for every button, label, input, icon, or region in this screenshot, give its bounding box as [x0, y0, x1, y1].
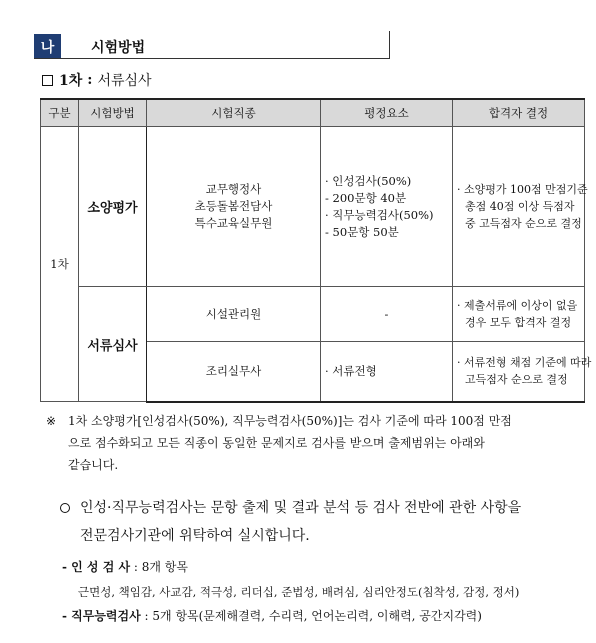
personality-count: : 8개 항목	[133, 560, 188, 574]
heading-right-rule	[389, 31, 390, 59]
outsourcing-paragraph	[60, 494, 585, 550]
elements-cell: -	[321, 287, 453, 342]
section-heading	[34, 31, 390, 59]
table-row	[41, 127, 585, 287]
decision-cell	[453, 287, 585, 342]
decision-line: · 서류전형 채점 기준에 따라	[457, 356, 592, 370]
ability-label: - 직무능력검사	[62, 609, 141, 623]
stage-cell: 1차	[41, 127, 79, 402]
jobs-cell: 시설관리원	[147, 287, 321, 342]
heading-underline	[34, 58, 390, 59]
job-name: 특수교육실무원	[194, 216, 273, 230]
decision-line: · 제출서류에 이상이 없을	[457, 299, 578, 312]
table-row	[41, 287, 585, 342]
header-cell-decision: 합격자 결정	[453, 99, 585, 127]
decision-cell	[453, 127, 588, 287]
section-title: 시험방법	[91, 40, 146, 56]
personality-test-row	[62, 558, 188, 576]
element-item: - 200문항 40분	[325, 190, 407, 205]
note-line: 으로 점수화되고 모든 직종이 동일한 문제지로 검사를 받으며 출제범위는 아래와	[68, 436, 485, 450]
paragraph-line: 인성·직무능력검사는 문항 출제 및 결과 분석 등 검사 전반에 관한 사항을	[80, 500, 522, 516]
decision-line: · 소양평가 100점 만점기준	[457, 183, 588, 196]
reference-mark: ※	[46, 414, 57, 428]
circle-bullet-icon	[60, 503, 70, 513]
step-title	[42, 70, 152, 90]
elements-cell	[321, 127, 453, 287]
element-item: · 인성검사(50%)	[325, 173, 412, 188]
decision-line: 중 고득점자 순으로 결정	[465, 217, 582, 230]
elements-cell: · 서류전형	[321, 342, 453, 402]
job-name: 교무행정사	[205, 182, 262, 196]
element-item: - 50문항 50분	[325, 224, 399, 239]
note-line: 1차 소양평가[인성검사(50%), 직무능력검사(50%)]는 검사 기준에 따라 100점 만점	[68, 414, 512, 428]
paragraph-line: 전문검사기관에 위탁하여 실시합니다.	[80, 528, 310, 544]
decision-cell	[453, 342, 592, 402]
ability-test-row	[62, 607, 482, 625]
jobs-cell	[147, 127, 321, 287]
header-cell-jobs: 시험직종	[147, 99, 321, 127]
method-cell: 서류심사	[79, 287, 147, 402]
job-name: 초등돌봄전담사	[194, 199, 273, 213]
exam-method-table	[40, 98, 592, 403]
decision-line: 고득점자 순으로 결정	[465, 373, 568, 387]
personality-label: - 인 성 검 사	[62, 560, 131, 574]
step-separator: :	[87, 72, 93, 88]
scoring-note	[46, 410, 586, 476]
personality-items: 근면성, 책임감, 사교감, 적극성, 리더십, 준법성, 배려심, 심리안정도(침착성, 감정, 정서)	[78, 585, 520, 599]
header-cell-method: 시험방법	[79, 99, 147, 127]
step-name: 서류심사	[97, 73, 152, 89]
element-item: · 직무능력검사(50%)	[325, 207, 434, 222]
step-label: 1차	[59, 73, 83, 89]
ability-items: : 5개 항목(문제해결력, 수리력, 언어논리력, 이해력, 공간지각력)	[144, 609, 482, 623]
checkbox-square-icon	[42, 75, 53, 86]
method-cell: 소양평가	[79, 127, 147, 287]
section-badge: 나	[34, 34, 61, 59]
header-cell-elements: 평정요소	[321, 99, 453, 127]
decision-line: 총점 40점 이상 득점자	[465, 200, 575, 213]
note-line: 같습니다.	[68, 458, 119, 472]
jobs-cell: 조리실무사	[147, 342, 321, 402]
table-header-row	[41, 99, 585, 127]
header-cell-category: 구분	[41, 99, 79, 127]
decision-line: 경우 모두 합격자 결정	[465, 316, 572, 329]
